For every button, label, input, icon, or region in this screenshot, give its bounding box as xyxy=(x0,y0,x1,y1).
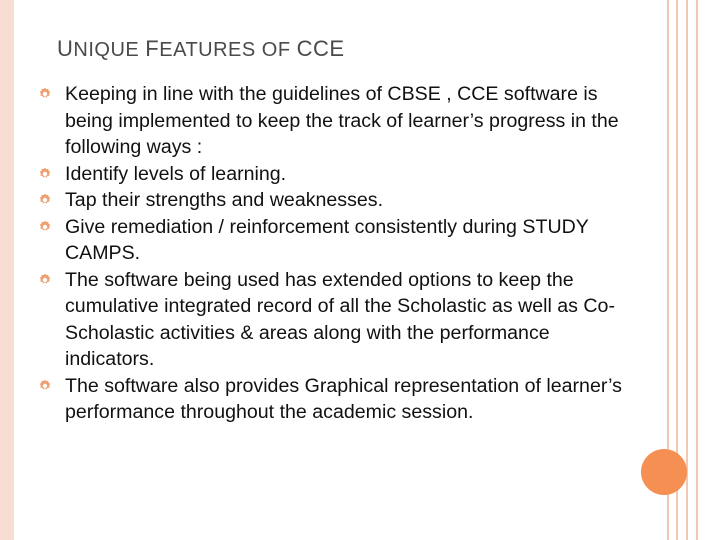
gear-icon xyxy=(37,86,53,102)
gear-icon xyxy=(37,166,53,182)
slide-title xyxy=(57,36,345,62)
bullet-text: Identify levels of learning. xyxy=(65,162,287,185)
decorative-circle xyxy=(641,449,687,495)
bullet-text: Give remediation / reinforcement consistently during STUDY CAMPS. xyxy=(65,215,589,264)
title-part: U xyxy=(57,36,74,61)
bullet-item xyxy=(37,373,637,426)
gear-icon xyxy=(37,219,53,235)
title-part: CCE xyxy=(296,36,345,61)
left-decorative-strip xyxy=(0,0,14,540)
bullet-item xyxy=(37,161,637,188)
gear-icon xyxy=(37,378,53,394)
bullet-text: The software being used has extended options to keep the cumulative integrated record of all the Scholastic as well as Co-Scholastic activities & areas along with the performance indicators. xyxy=(65,268,615,370)
bullet-text: The software also provides Graphical representation of learner’s performance throughout the academic session. xyxy=(65,374,622,423)
bullet-item xyxy=(37,214,637,267)
bullet-text: Keeping in line with the guidelines of CBSE , CCE software is being implemented to keep the track of learner’s progress in the following ways : xyxy=(65,83,619,158)
bullet-list xyxy=(37,81,637,426)
title-part: NIQUE xyxy=(73,39,146,61)
bullet-item xyxy=(37,187,637,214)
gear-icon xyxy=(37,272,53,288)
title-part: F xyxy=(145,36,160,61)
gear-icon xyxy=(37,192,53,208)
bullet-item xyxy=(37,81,637,161)
bullet-text: Tap their strengths and weaknesses. xyxy=(65,189,384,211)
bullet-item xyxy=(37,267,637,373)
title-part: EATURES OF xyxy=(159,39,297,61)
